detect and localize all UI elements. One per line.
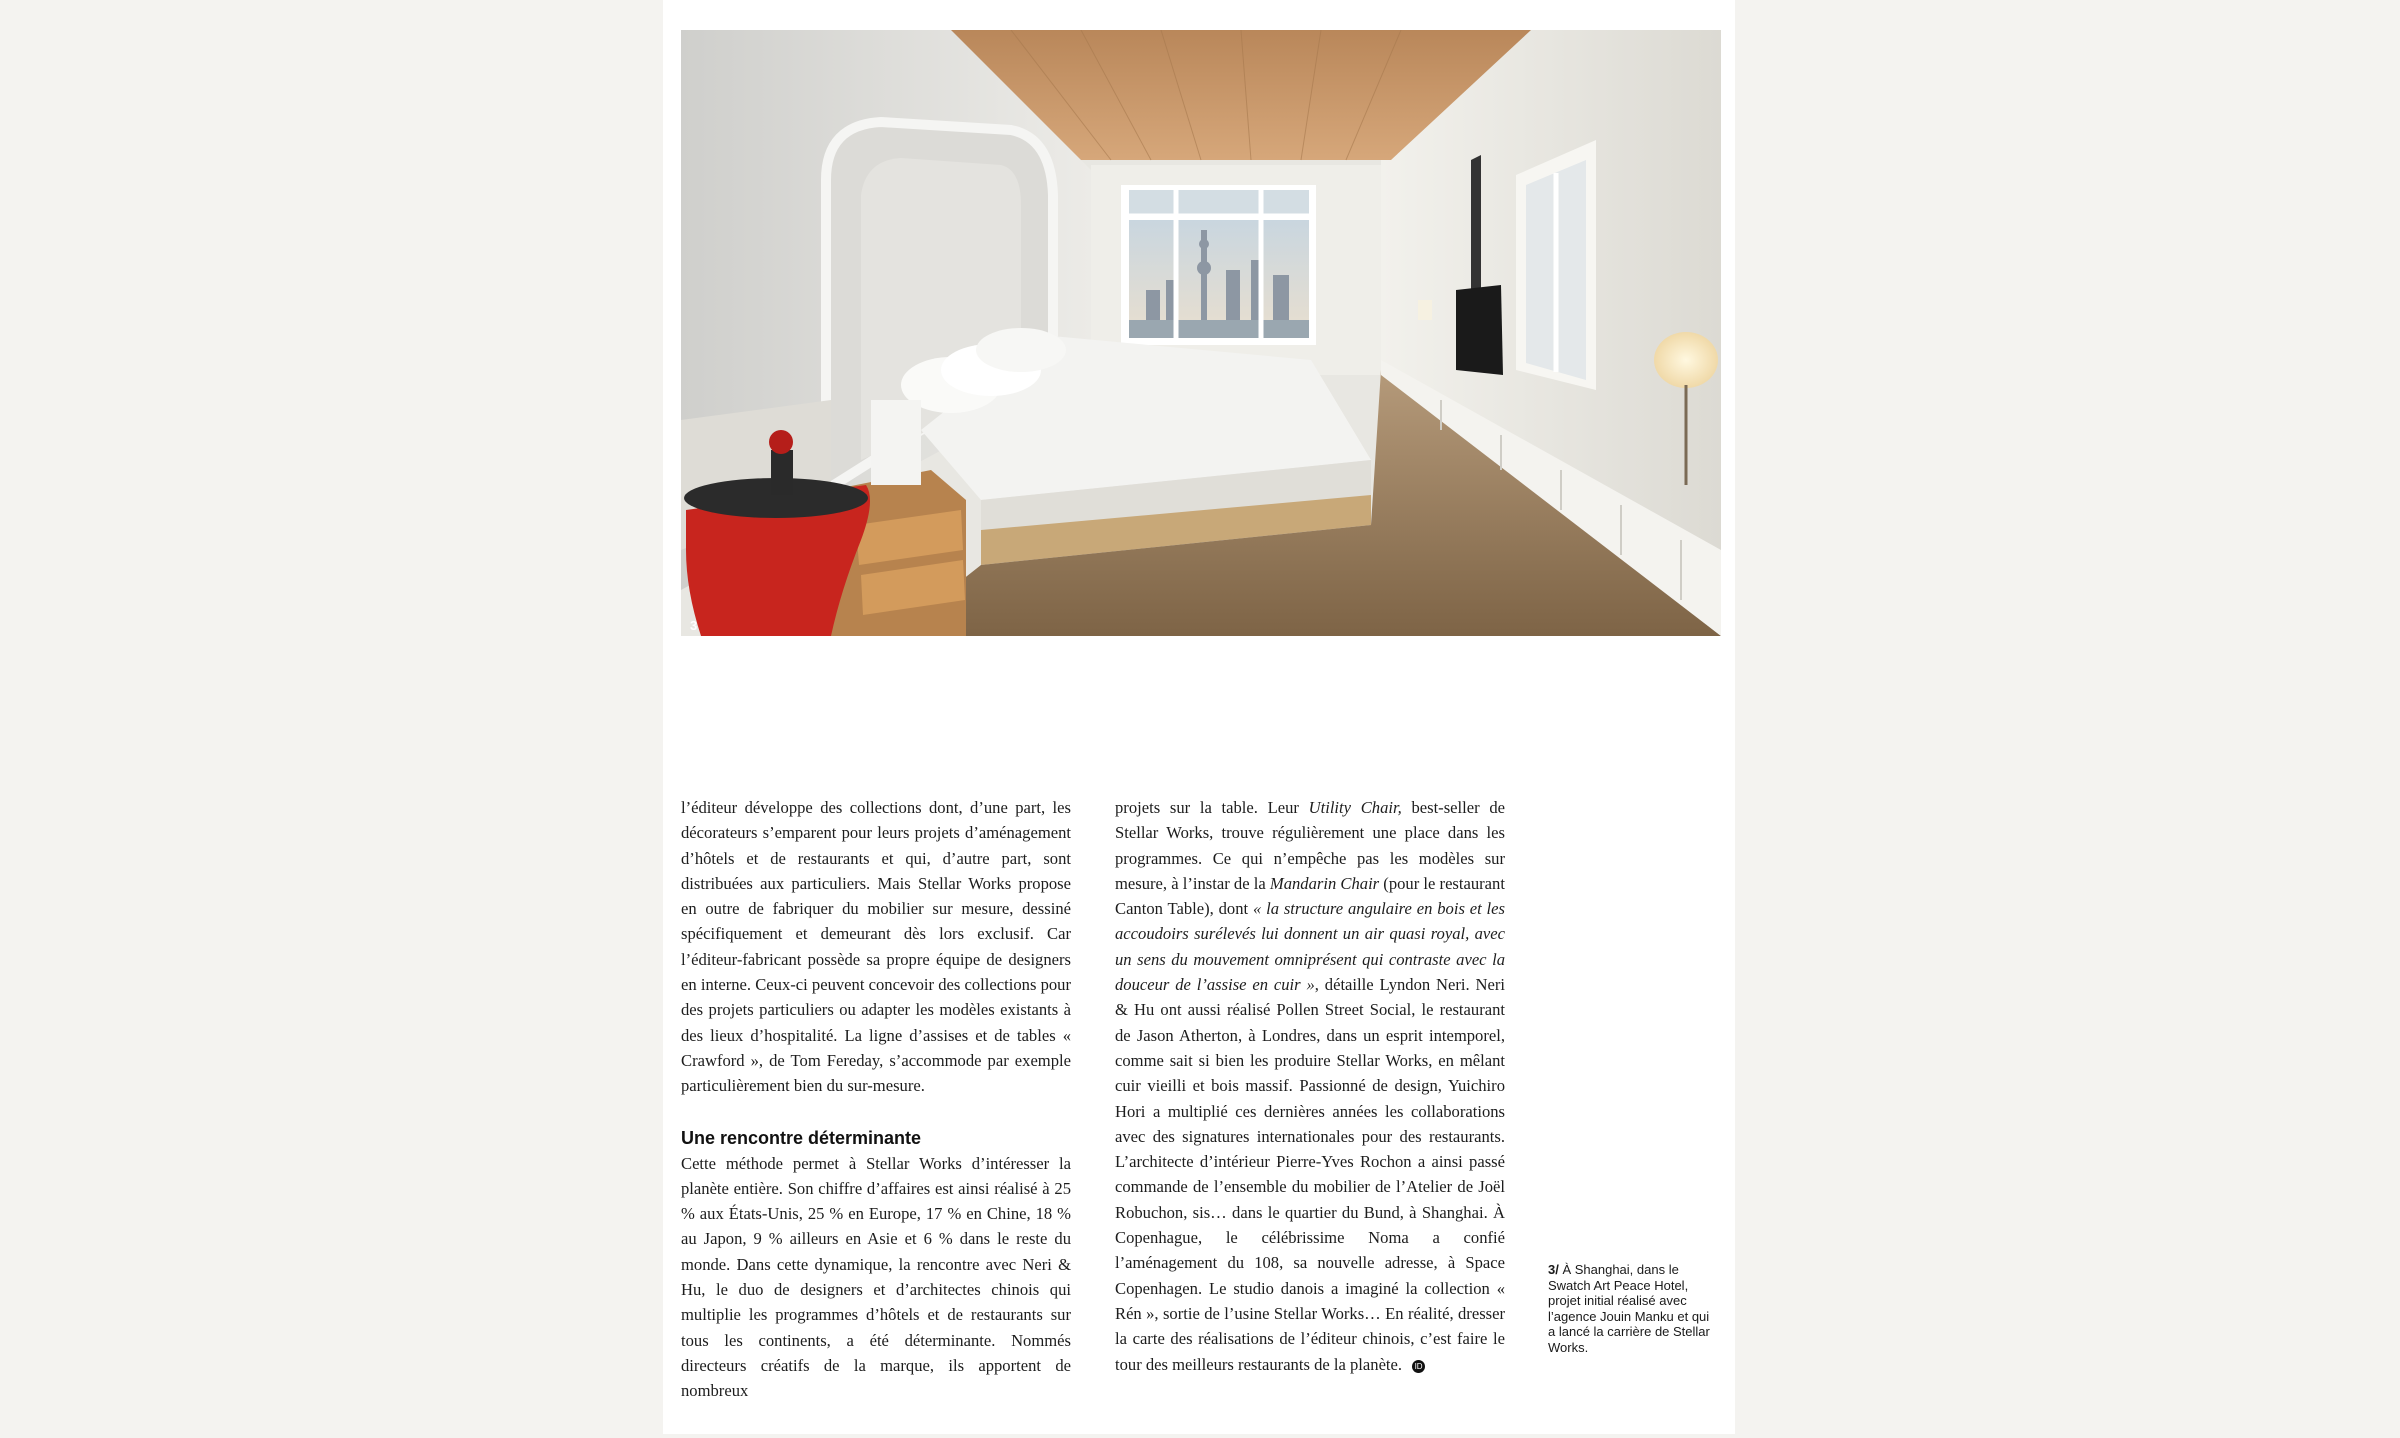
body-paragraph-2: Cette méthode permet à Stellar Works d’intéresser la planète entière. Son chiffre d’affaires est ainsi réalisé à 25 % aux États-Unis, 25 % en Europe, 17 % en Chine, 18 % au Japon, 9 % ailleurs en Asie et 6 % dans le reste du monde. Dans cette dynamique, la rencontre avec Neri & Hu, le duo de designers et d’architectes chinois qui multiplie les programmes d’hôtels et de restaurants sur tous les continents, a été déterminante. Nommés directeurs créatifs de la marque, ils apportent de nombreux bbox=[681, 1153, 1071, 1401]
text-column-right bbox=[1115, 795, 1505, 1377]
body-paragraph-1: l’éditeur développe des collections dont, d’une part, les décorateurs s’emparent pour leurs projets d’aménagement d’hôtels et de restaurants et qui, d’autre part, sont distribuées aux particuliers. Mais Stellar Works propose en outre de fabriquer du mobilier sur mesure, dessiné spécifiquement et demeurant dès lors exclusif. Car l’éditeur-fabricant possède sa propre équipe de designers en interne. Ceux-ci peuvent concevoir des collections pour des projets particuliers ou adapter les modèles existants à des lieux d’hospitalité. La ligne d’assises et de tables « Crawford », de Tom Fereday, s’accommode par exemple particulièrement bien du sur-mesure. bbox=[681, 798, 1071, 1096]
hotel-room-photo bbox=[681, 30, 1721, 636]
product-name-utility-chair: Utility Chair, bbox=[1308, 798, 1402, 817]
text-run: , détaille Lyndon Neri. Neri & Hu ont aussi réalisé Pollen Street Social, le restaurant de Jason Atherton, à Londres, dans un esprit intemporel, comme sait si bien les produire Stellar Works, en mêlant cuir vieilli et bois massif. Passionné de design, Yuichiro Hori a multiplié ces dernières années les collaborations avec des signatures internationales pour des restaurants. L’architecte d’intérieur Pierre-Yves Rochon a ainsi passé commande de l’ensemble du mobilier de l’Atelier de Joël Robuchon, sis… dans le quartier du Bund, à Shanghai. À Copenhague, le célébrissime Noma a confié l’aménagement du 108, sa nouvelle adresse, à Space Copenhagen. Le studio danois a imaginé la collection « Rén », sortie de l’usine Stellar Works… En réalité, dresser la carte des réalisations de l’éditeur chinois, c’est faire le tour des meilleurs restaurants de la planète. bbox=[1115, 975, 1505, 1374]
photo-caption bbox=[1548, 1262, 1713, 1355]
product-name-mandarin-chair: Mandarin Chair bbox=[1269, 873, 1380, 893]
designer-quote: « la structure angulaire en bois et les accoudoirs surélevés lui donnent un air quasi royal, avec un sens du mouvement omniprésent qui contraste avec la douceur de l’assise en cuir » bbox=[1115, 899, 1505, 995]
subheading: Une rencontre déterminante bbox=[681, 1127, 922, 1148]
text-run: projets sur la table. Leur bbox=[1115, 798, 1309, 817]
article-end-mark-icon: ID bbox=[1412, 1360, 1425, 1373]
body-paragraph-3 bbox=[1115, 795, 1505, 1377]
magazine-page bbox=[663, 0, 1735, 1434]
caption-number: 3/ bbox=[1548, 1262, 1559, 1277]
text-column-left bbox=[681, 795, 1071, 1404]
photo-number: 3 bbox=[690, 618, 698, 633]
caption-text: À Shanghai, dans le Swatch Art Peace Hotel, projet initial réalisé avec l’agence Jouin Manku et qui a lancé la carrière de Stellar Works. bbox=[1548, 1262, 1710, 1355]
text-run: (pour le restaurant Canton Table), dont bbox=[1115, 873, 1505, 919]
hotel-room-illustration bbox=[681, 30, 1721, 636]
text-run: best-seller de Stellar Works, trouve régulièrement une place dans les programmes. Ce qui n’empêche pas les modèles sur mesure, à l’instar de la bbox=[1115, 798, 1505, 893]
